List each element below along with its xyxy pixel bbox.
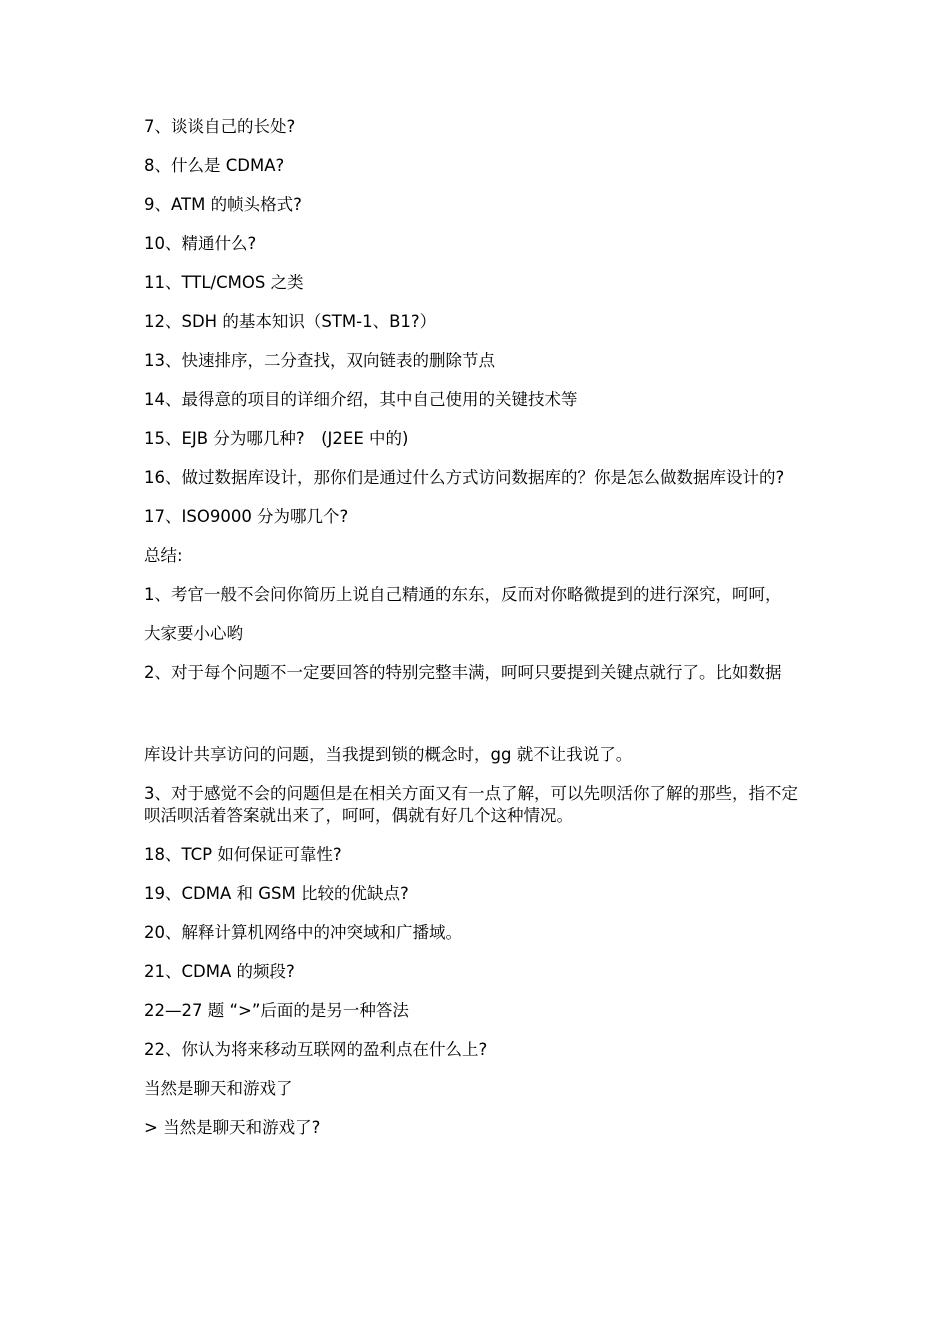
paragraph-q10: 10、精通什么? bbox=[144, 234, 257, 253]
paragraph-q22: 22、你认为将来移动互联网的盈利点在什么上? bbox=[144, 1040, 488, 1059]
paragraph-q19: 19、CDMA 和 GSM 比较的优缺点? bbox=[144, 884, 409, 903]
answer-q22: 当然是聊天和游戏了 bbox=[144, 1079, 293, 1098]
summary-point-1-continued: 大家要小心哟 bbox=[144, 624, 243, 643]
summary-point-2: 2、对于每个问题不一定要回答的特别完整丰满，呵呵只要提到关键点就行了。比如数据 bbox=[144, 663, 782, 682]
alt-answer-q22: > 当然是聊天和游戏了? bbox=[144, 1118, 321, 1137]
summary-point-3: 3、对于感觉不会的问题但是在相关方面又有一点了解，可以先呗活你了解的那些，指不定呗活呗活着答案就出来了，呵呵，偶就有好几个这种情况。 bbox=[144, 784, 798, 825]
paragraph-q9: 9、ATM 的帧头格式? bbox=[144, 195, 302, 214]
paragraph-q8: 8、什么是 CDMA? bbox=[144, 156, 285, 175]
paragraph-q16: 16、做过数据库设计，那你们是通过什么方式访问数据库的？你是怎么做数据库设计的? bbox=[144, 468, 785, 487]
paragraph-q21: 21、CDMA 的频段? bbox=[144, 962, 295, 981]
summary-heading: 总结: bbox=[144, 546, 183, 565]
paragraph-q11: 11、TTL/CMOS 之类 bbox=[144, 273, 304, 292]
paragraph-q20: 20、解释计算机网络中的冲突域和广播域。 bbox=[144, 923, 462, 942]
document-body bbox=[144, 116, 810, 1156]
paragraph-q14: 14、最得意的项目的详细介绍，其中自己使用的关键技术等 bbox=[144, 390, 578, 409]
paragraph-q15: 15、EJB 分为哪几种? (J2EE 中的) bbox=[144, 429, 409, 448]
paragraph-note-22-27: 22—27 题 “>”后面的是另一种答法 bbox=[144, 1001, 409, 1020]
paragraph-q13: 13、快速排序，二分查找，双向链表的删除节点 bbox=[144, 351, 495, 370]
summary-point-1: 1、考官一般不会问你简历上说自己精通的东东，反而对你略微提到的进行深究，呵呵， bbox=[144, 585, 782, 604]
paragraph-q18: 18、TCP 如何保证可靠性? bbox=[144, 845, 342, 864]
paragraph-q12: 12、SDH 的基本知识（STM-1、B1?） bbox=[144, 312, 437, 331]
summary-point-2-continued: 库设计共享访问的问题，当我提到锁的概念时，gg 就不让我说了。 bbox=[144, 745, 633, 764]
paragraph-q17: 17、ISO9000 分为哪几个? bbox=[144, 507, 349, 526]
paragraph-q7: 7、谈谈自己的长处? bbox=[144, 117, 296, 136]
